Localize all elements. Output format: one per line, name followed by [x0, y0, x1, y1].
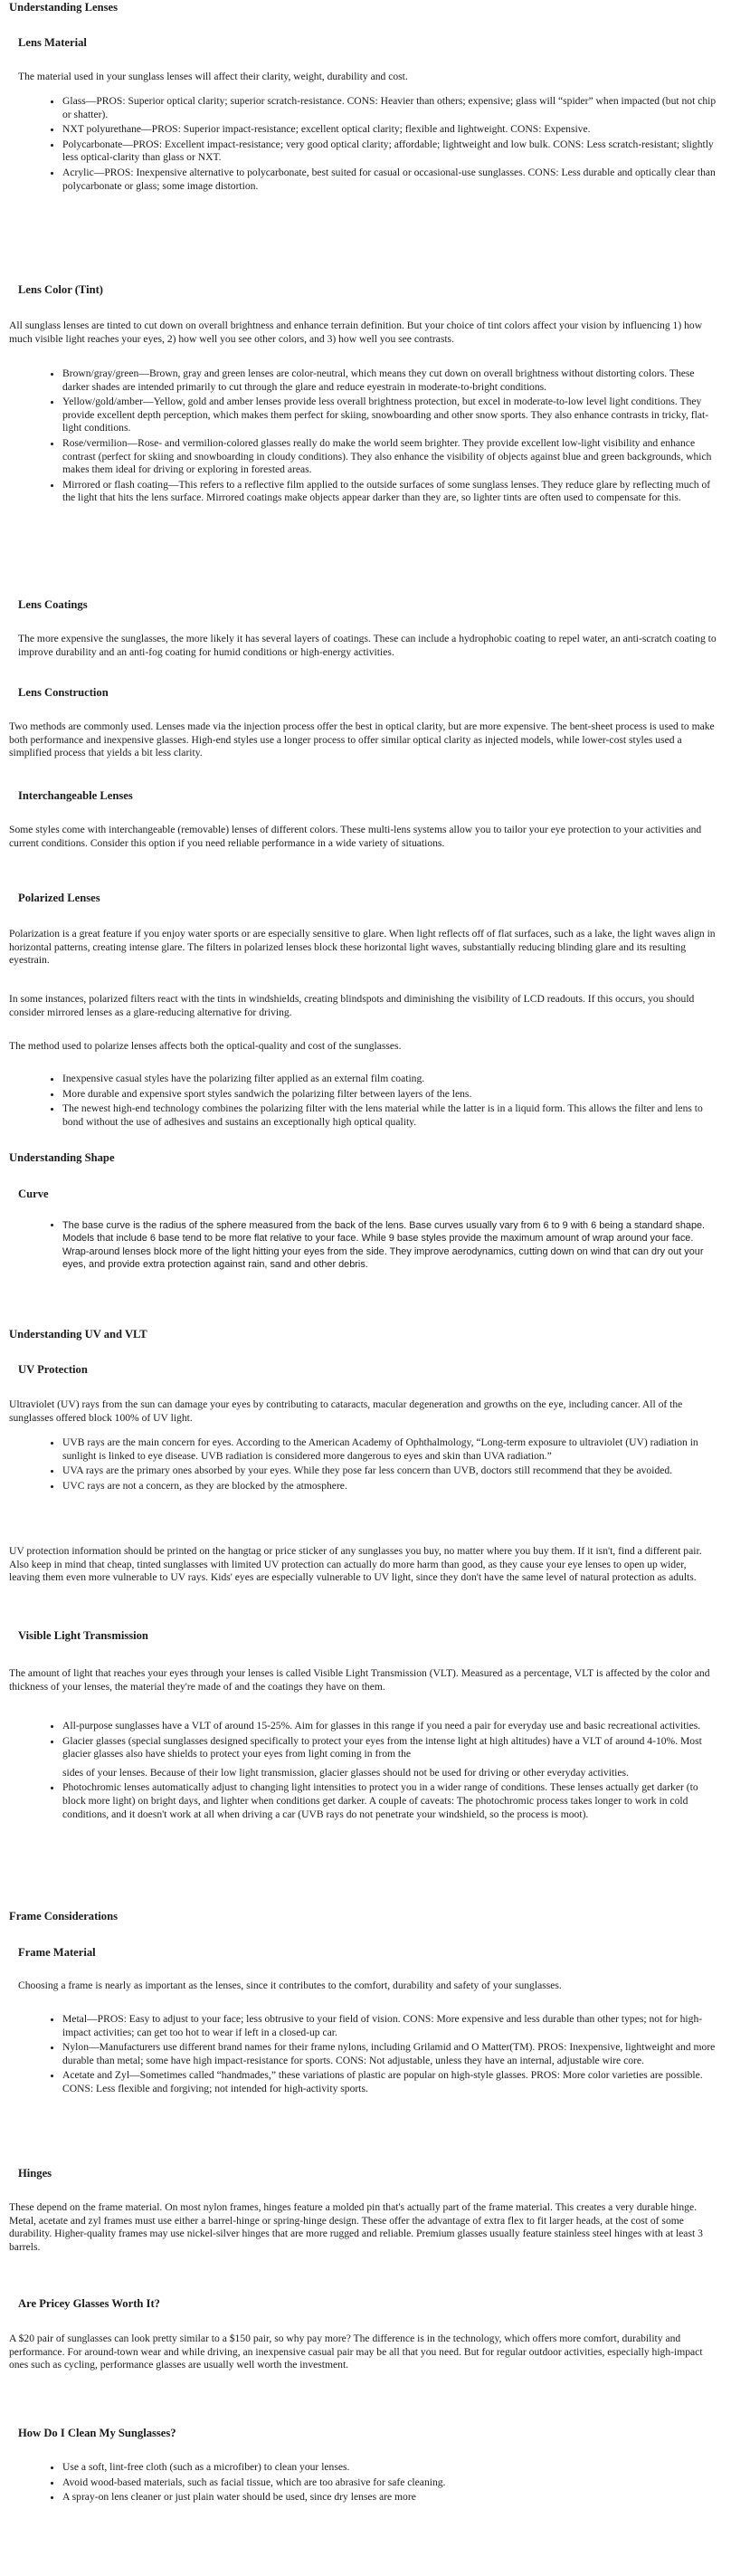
heading-pricey-glasses: Are Pricey Glasses Worth It?	[18, 2297, 160, 2310]
list-item: • Rose/vermilion—Rose- and vermilion-colored glasses really do make the world seem brighter. They provide excellent low-light visibility and enhance contrast (perfect for skiing and snowboarding in cloudy conditions). They also enhance the visibility of objects against blue and green backgrounds, which makes them ideal for driving or exploring in forested areas.	[62, 437, 718, 477]
list-item: • UVC rays are not a concern, as they are blocked by the atmosphere.	[62, 1480, 718, 1493]
list-item: • The newest high-end technology combines the polarizing filter with the lens material while the latter is in a liquid form. This allows the filter and lens to bond without the use of adhesives and sustains an exceptionally high optical quality.	[62, 1102, 718, 1129]
list-item: • Metal—PROS: Easy to adjust to your face; less obtrusive to your field of vision. CONS: More expensive and less durable than other types; not for high-impact activities; can get too hot to wear if left in a closed-up car.	[62, 2013, 718, 2039]
heading-clean-sunglasses: How Do I Clean My Sunglasses?	[18, 2427, 176, 2439]
polarized-p2: In some instances, polarized filters react with the tints in windshields, creating blindspots and diminishing the visibility of LCD readouts. If this occurs, you should consider mirrored lenses as a glare-reducing alternative for driving.	[9, 993, 695, 1018]
heading-frame-considerations: Frame Considerations	[9, 1910, 118, 1922]
list-item: • A spray-on lens cleaner or just plain water should be used, since dry lenses are more	[62, 2491, 718, 2504]
list-item: • Inexpensive casual styles have the polarizing filter applied as an external film coating.	[62, 1073, 718, 1086]
lens-color-list	[0, 367, 718, 507]
polarized-p3: The method used to polarize lenses affects both the optical-quality and cost of the sunglasses.	[9, 1040, 402, 1052]
heading-visible-light-transmission: Visible Light Transmission	[18, 1629, 148, 1642]
lens-material-list	[0, 95, 718, 195]
heading-understanding-shape: Understanding Shape	[9, 1151, 115, 1164]
uv-list	[0, 1436, 718, 1494]
list-item: • UVA rays are the primary ones absorbed by your eyes. While they pose far less concern than UVB, doctors still recommend that they be avoided.	[62, 1465, 718, 1478]
list-item: • Nylon—Manufacturers use different brand names for their frame nylons, including Grilamid and O Matter(TM). PROS: Inexpensive, lightweight and more durable than metal; some have high impact-resistance for sports. CONS: Not adjustable, unless they have an internal, adjustable wire core.	[62, 2041, 718, 2067]
list-item: • All-purpose sunglasses have a VLT of around 15-25%. Aim for glasses in this range if you need a pair for everyday use and basic recreational activities.	[62, 1720, 718, 1733]
list-item: • Glass—PROS: Superior optical clarity; superior scratch-resistance. CONS: Heavier than others; expensive; glass will “spider” when impacted (but not chip or shatter).	[62, 95, 718, 121]
lens-construction-body: Two methods are commonly used. Lenses made via the injection process offer the best in optical clarity, but are more expensive. The bent-sheet process is used to make both performance and inexpensive glasses. High-end styles use a longer process to offer similar optical clarity as injected models, while lower-cost styles used a simplified process that yields a bit less clarity.	[9, 720, 715, 759]
list-item: • Mirrored or flash coating—This refers to a reflective film applied to the outside surfaces of some sunglass lenses. They reduce glare by reflecting much of the light that hits the lens surface. Mirrored coatings make objects appear darker than they are, so lighter tints are often used to compensate for this.	[62, 479, 718, 505]
heading-lens-coatings: Lens Coatings	[18, 598, 88, 611]
list-item: • Polycarbonate—PROS: Excellent impact-resistance; very good optical clarity; affordable; lightweight and low bulk. CONS: Less scratch-resistant; slightly less optical-clarity than glass or NXT.	[62, 138, 718, 165]
list-item: • Acetate and Zyl—Sometimes called “handmades,” these variations of plastic are popular on high-style glasses. PROS: More color varieties are possible. CONS: Less flexible and forgiving; not intended for high-activity sports.	[62, 2069, 718, 2095]
lens-material-intro: The material used in your sunglass lenses will affect their clarity, weight, durability and cost.	[18, 71, 408, 82]
list-item: • The base curve is the radius of the sphere measured from the back of the lens. Base curves usually vary from 6 to 9 with 6 being a standard shape. Models that include 6 base tend to be more flat relative to your face. While 9 base styles provide the maximum amount of wrap around your face. Wrap-around lenses block more of the light hitting your eyes from the side. They improve aerodynamics, cutting down on wind that can dry out your eyes, and provide extra protection against rain, sand and other debris.	[62, 1219, 718, 1272]
vlt-intro: The amount of light that reaches your eyes through your lenses is called Visible Light Transmission (VLT). Measured as a percentage, VLT is affected by the color and thickness of your lenses, the material they're made of and the coatings they have on them.	[9, 1667, 710, 1693]
heading-lens-construction: Lens Construction	[18, 686, 109, 699]
heading-lens-color: Lens Color (Tint)	[18, 283, 103, 296]
list-item: • UVB rays are the main concern for eyes. According to the American Academy of Ophthalmology, “Long-term exposure to ultraviolet (UV) radiation in sunlight is linked to eye disease. UVB radiation is considered more dangerous to eyes and skin than UVA radiation.”	[62, 1436, 718, 1463]
list-item: • Yellow/gold/amber—Yellow, gold and amber lenses provide less overall brightness protection, but excel in moderate-to-low level light conditions. They provide excellent depth perception, which makes them perfect for skiing, snowboarding and other snow sports. They also enhance contrasts in tricky, flat-light conditions.	[62, 396, 718, 435]
heading-understanding-lenses: Understanding Lenses	[9, 1, 119, 14]
lens-color-intro: All sunglass lenses are tinted to cut down on overall brightness and enhance terrain definition. But your choice of tint colors affect your vision by influencing 1) how much visible light reaches your eyes, 2) how well you see other colors, and 3) how well you see contrasts.	[9, 320, 703, 345]
frame-material-intro: Choosing a frame is nearly as important as the lenses, since it contributes to the comfort, durability and safety of your sunglasses.	[18, 1980, 562, 1991]
list-item: sides of your lenses. Because of their low light transmission, glacier glasses should not be used for driving or other everyday activities.	[62, 1766, 629, 1779]
list-item: • Photochromic lenses automatically adjust to changing light intensities to protect you in a wider range of conditions. These lenses actually get darker (to block more light) on bright days, and lighter when conditions get darker. A couple of caveats: The photochromic process takes longer to work in cold conditions, and it doesn't work at all when driving a car (UVB rays do not penetrate your windshield, so the process is moot).	[62, 1781, 718, 1821]
heading-hinges: Hinges	[18, 2167, 52, 2180]
polarized-list	[0, 1073, 718, 1131]
list-item: • Acrylic—PROS: Inexpensive alternative to polycarbonate, best suited for casual or occasional-use sunglasses. CONS: Less durable and optically clear than polycarbonate or glass; some image distortion.	[62, 167, 718, 193]
curve-list	[0, 1219, 718, 1274]
list-item: • Glacier glasses (special sunglasses designed specifically to protect your eyes from the intense light at high altitudes) have a VLT of around 4-10%. Most glacier glasses also have shields to protect your eyes from light coming in from the	[62, 1735, 718, 1761]
list-item: • More durable and expensive sport styles sandwich the polarizing filter between layers of the lens.	[62, 1088, 718, 1102]
heading-polarized-lenses: Polarized Lenses	[18, 892, 100, 904]
heading-uv-protection: UV Protection	[18, 1363, 88, 1376]
heading-frame-material: Frame Material	[18, 1946, 96, 1959]
interchangeable-body: Some styles come with interchangeable (removable) lenses of different colors. These multi-lens systems allow you to tailor your eye protection to your activities and current conditions. Consider this option if you need reliable performance in a wide variety of situations.	[9, 824, 702, 849]
list-item: • Avoid wood-based materials, such as facial tissue, which are too abrasive for safe cleaning.	[62, 2476, 718, 2490]
pricey-body: A $20 pair of sunglasses can look pretty similar to a $150 pair, so why pay more? The difference is in the technology, which offers more comfort, durability and performance. For around-town wear and while driving, an inexpensive casual pair may be all that you need. But for regular outdoor activities, especially high-impact ones such as cycling, performance glasses are usually well worth the investment.	[9, 2333, 703, 2371]
heading-interchangeable-lenses: Interchangeable Lenses	[18, 789, 133, 802]
hinges-body: These depend on the frame material. On most nylon frames, hinges feature a molded pin that's actually part of the frame material. This creates a very durable hinge. Metal, acetate and zyl frames must use either a barrel-hinge or spring-hinge design. These offer the advantage of extra flex to fit larger heads, at the cost of some durability. Higher-quality frames may use nickel-silver hinges that are more rugged and reliable. Premium glasses usually feature stainless steel hinges with at least 3 barrels.	[9, 2201, 703, 2253]
clean-list	[0, 2461, 718, 2506]
heading-lens-material: Lens Material	[18, 36, 87, 49]
heading-understanding-uv-vlt: Understanding UV and VLT	[9, 1328, 147, 1340]
uv-intro: Ultraviolet (UV) rays from the sun can damage your eyes by contributing to cataracts, macular degeneration and growths on the eye, including cancer. All of the sunglasses offered block 100% of UV light.	[9, 1398, 683, 1424]
lens-coatings-body: The more expensive the sunglasses, the more likely it has several layers of coatings. These can include a hydrophobic coating to repel water, an anti-scratch coating to improve durability and an anti-fog coating for humid conditions or high-energy activities.	[18, 633, 717, 658]
list-item: • Brown/gray/green—Brown, gray and green lenses are color-neutral, which means they cut down on overall brightness without distorting colors. These darker shades are intended primarily to cut through the glare and reduce eyestrain in moderate-to-bright conditions.	[62, 367, 718, 394]
list-item: • Use a soft, lint-free cloth (such as a microfiber) to clean your lenses.	[62, 2461, 718, 2475]
list-item: • NXT polyurethane—PROS: Superior impact-resistance; excellent optical clarity; flexible and lightweight. CONS: Expensive.	[62, 123, 718, 137]
heading-curve: Curve	[18, 1188, 49, 1200]
uv-outro: UV protection information should be printed on the hangtag or price sticker of any sunglasses you buy, no matter where you buy them. If it isn't, find a different pair. Also keep in mind that cheap, tinted sunglasses with limited UV protection can actually do more harm than good, as they cause your eye lenses to open up wider, leaving them even more vulnerable to UV rays. Kids' eyes are especially vulnerable to UV light, since they don't have the same level of natural protection as adults.	[9, 1545, 702, 1584]
vlt-list	[0, 1720, 718, 1823]
frame-material-list	[0, 2013, 718, 2098]
polarized-p1: Polarization is a great feature if you enjoy water sports or are especially sensitive to glare. When light reflects off of flat surfaces, such as a lake, the light waves align in horizontal patterns, creating intense glare. The filters in polarized lenses block these horizontal light waves, substantially reducing blinding glare and its resulting eyestrain.	[9, 928, 716, 967]
